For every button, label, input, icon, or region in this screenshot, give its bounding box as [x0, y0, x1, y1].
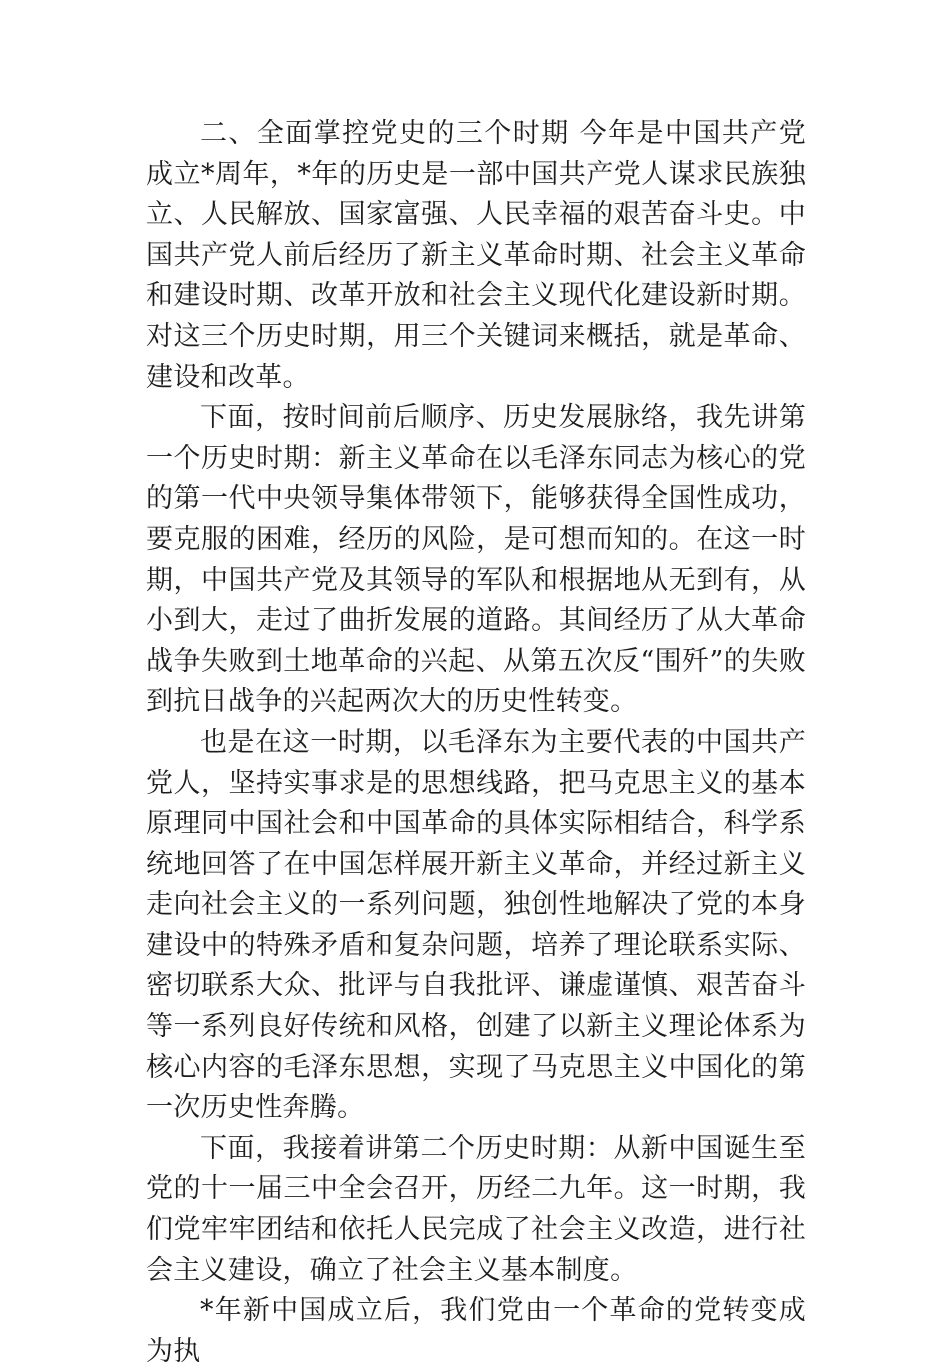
paragraph-2: 下面，按时间前后顺序、历史发展脉络，我先讲第一个历史时期：新主义革命在以毛泽东同志为核心的党的第一代中央领导集体带领下，能够获得全国性成功，要克服的困难，经历的风险，是可想而知的。在这一时期，中国共产党及其领导的军队和根据地从无到有，从小到大，走过了曲折发展的道路。其间经历了从大革命战争失败到土地革命的兴起、从第五次反“围歼”的失败到抗日战争的兴起两次大的历史性转变。 — [146, 402, 806, 718]
paragraph-4: 下面，我接着讲第二个历史时期：从新中国诞生至党的十一届三中全会召开，历经二九年。这一时期，我们党牢牢团结和依托人民完成了社会主义改造，进行社会主义建设，确立了社会主义基本制度。 — [146, 1132, 806, 1286]
paragraph-3: 也是在这一时期，以毛泽东为主要代表的中国共产党人，坚持实事求是的思想线路，把马克思主义的基本原理同中国社会和中国革命的具体实际相结合，科学系统地回答了在中国怎样展开新主义革命，并经过新主义走向社会主义的一系列问题，独创性地解决了党的本身建设中的特殊矛盾和复杂问题，培养了理论联系实际、密切联系大众、批评与自我批评、谦虚谨慎、艰苦奋斗等一系列良好传统和风格，创建了以新主义理论体系为核心内容的毛泽东思想，实现了马克思主义中国化的第一次历史性奔腾。 — [146, 726, 806, 1124]
document-body — [146, 114, 806, 1372]
paragraph-5: *年新中国成立后，我们党由一个革命的党转变成为执 — [146, 1295, 806, 1367]
paragraph-1: 二、全面掌控党史的三个时期 今年是中国共产党成立*周年，*年的历史是一部中国共产党人谋求民族独立、人民解放、国家富强、人民幸福的艰苦奋斗史。中国共产党人前后经历了新主义革命时期、社会主义革命和建设时期、改革开放和社会主义现代化建设新时期。对这三个历史时期，用三个关键词来概括，就是革命、建设和改革。 — [146, 118, 806, 393]
